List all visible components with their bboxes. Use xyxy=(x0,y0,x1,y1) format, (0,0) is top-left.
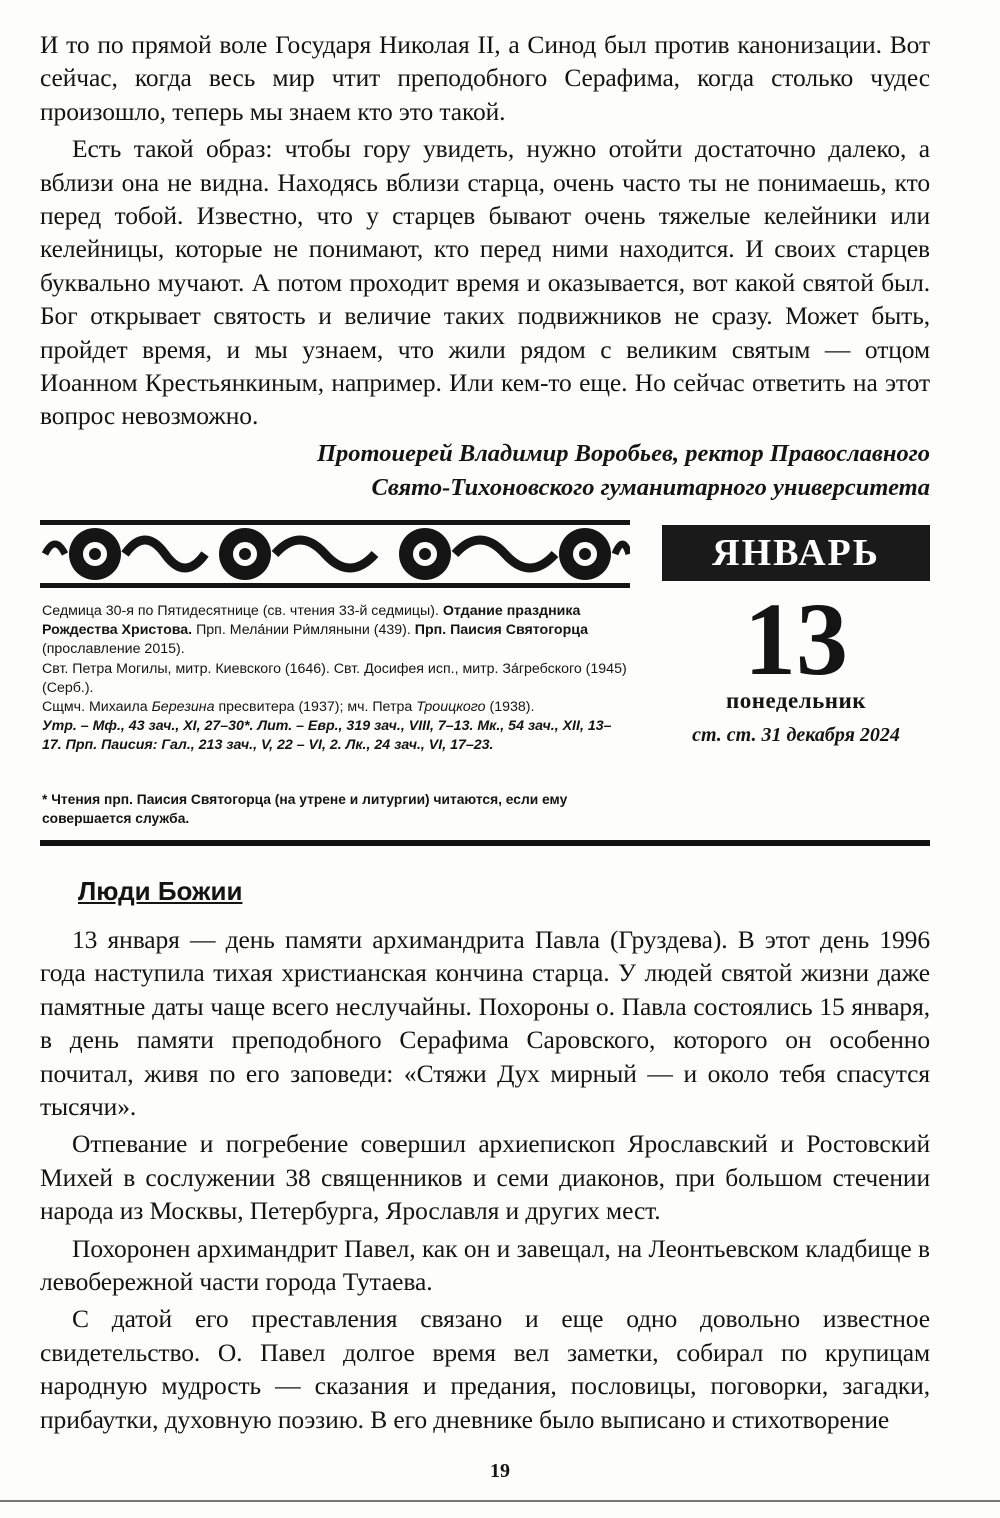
month-label: ЯНВАРЬ xyxy=(662,525,930,581)
week-line: Седмица 30-я по Пятидесятнице (св. чтения 33-й седмицы). Отдание праздника Рождества Христова. Прп. Мела́нии Ри́мляныни (439). Прп. Паисия Святогорца (прославление 2015). xyxy=(42,603,589,658)
rosette-icon xyxy=(219,528,271,580)
church-readings xyxy=(42,602,630,756)
divider xyxy=(0,1500,1000,1502)
martyrs-line: Сщмч. Михаила Березина пресвитера (1937); мч. Петра Троицкого (1938). xyxy=(42,699,535,716)
rosette-icon xyxy=(559,528,611,580)
paragraph: Отпевание и погребение совершил архиепископ Ярославский и Ростовский Михей в сослужении 38 священников и семи диаконов, при большом стечении народа из Москвы, Петербурга, Ярославля и других мест. xyxy=(40,1129,930,1226)
footnote: * Чтения прп. Паисия Святогорца (на утрене и литургии) читаются, если ему совершается служба. xyxy=(42,792,568,826)
readings-line: Утр. – Мф., 43 зач., XI, 27–30*. Лит. – Евр., 319 зач., VIII, 7–13. Мк., 54 зач., XII, 13–17. Прп. Паисия: Гал., 213 зач., V, 22 – VI, 2. Лк., 24 зач., VI, 17–23. xyxy=(42,718,612,754)
signature-line: Свято-Тихоновского гуманитарного университета xyxy=(371,473,930,501)
section-title: Люди Божии xyxy=(78,876,243,906)
paragraph: Есть такой образ: чтобы гору увидеть, нужно отойти достаточно далеко, а вблизи она не видна. Находясь вблизи старца, очень часто ты не понимаешь, кто перед тобой. Известно, что у старцев бывают очень тяжелые келейники или келейницы, которые не понимают, кто перед ними находится. И своих старцев буквально мучают. А потом проходит время и оказывается, вот какой святой был. Бог открывает святость и величие таких подвижников не сразу. Может быть, пройдет время, и мы узнаем, что жили рядом с великим святым — отцом Иоанном Крестьянкиным, например. Или кем-то еще. Но сейчас ответить на этот вопрос невозможно. xyxy=(40,134,930,431)
page-number: 19 xyxy=(490,1460,510,1482)
rosette-icon xyxy=(399,528,451,580)
rosette-icon xyxy=(69,528,121,580)
paragraph: И то по прямой воле Государя Николая II, а Синод был против канонизации. Вот сейчас, когда весь мир чтит преподобного Серафима, когда столько чудес произошло, теперь мы знаем кто это такой. xyxy=(40,30,930,126)
weekday: понедельник xyxy=(725,688,867,713)
saints-line: Свт. Петра Могилы, митр. Киевского (1646). Свт. Досифея исп., митр. За́гребского (1945) (Серб.). xyxy=(42,660,627,696)
paragraph: Похоронен архимандрит Павел, как он и завещал, на Леонтьевском кладбище в левобережной части города Тутаева. xyxy=(40,1233,930,1297)
paragraph: 13 января — день памяти архимандрита Павла (Груздева). В этот день 1996 года наступила тихая христианская кончина старца. У людей святой жизни даже памятные даты чаще всего неслучайны. Похороны о. Павла состоялись 15 января, в день памяти преподобного Серафима Саровского, которого он особенно почитал, живя по его заповеди: «Стяжи Дух мирный — и около тебя спасутся тысячи». xyxy=(40,925,930,1122)
calendar-block xyxy=(40,518,930,848)
signature-line: Протоиерей Владимир Воробьев, ректор Православного xyxy=(316,439,930,467)
article xyxy=(40,876,930,1440)
divider xyxy=(40,840,930,846)
old-style-date: ст. ст. 31 декабря 2024 xyxy=(692,724,900,746)
ornament-band xyxy=(40,518,630,590)
paragraph: С датой его преставления связано и еще одно довольно известное свидетельство. О. Павел долгое время вел заметки, собирал по крупицам народную мудрость — сказания и предания, пословицы, поговорки, загадки, прибаутки, духовную поэзию. В его дневнике было выписано и стихотворение xyxy=(40,1304,930,1434)
top-text xyxy=(40,28,930,505)
day-number: 13 xyxy=(744,582,848,697)
